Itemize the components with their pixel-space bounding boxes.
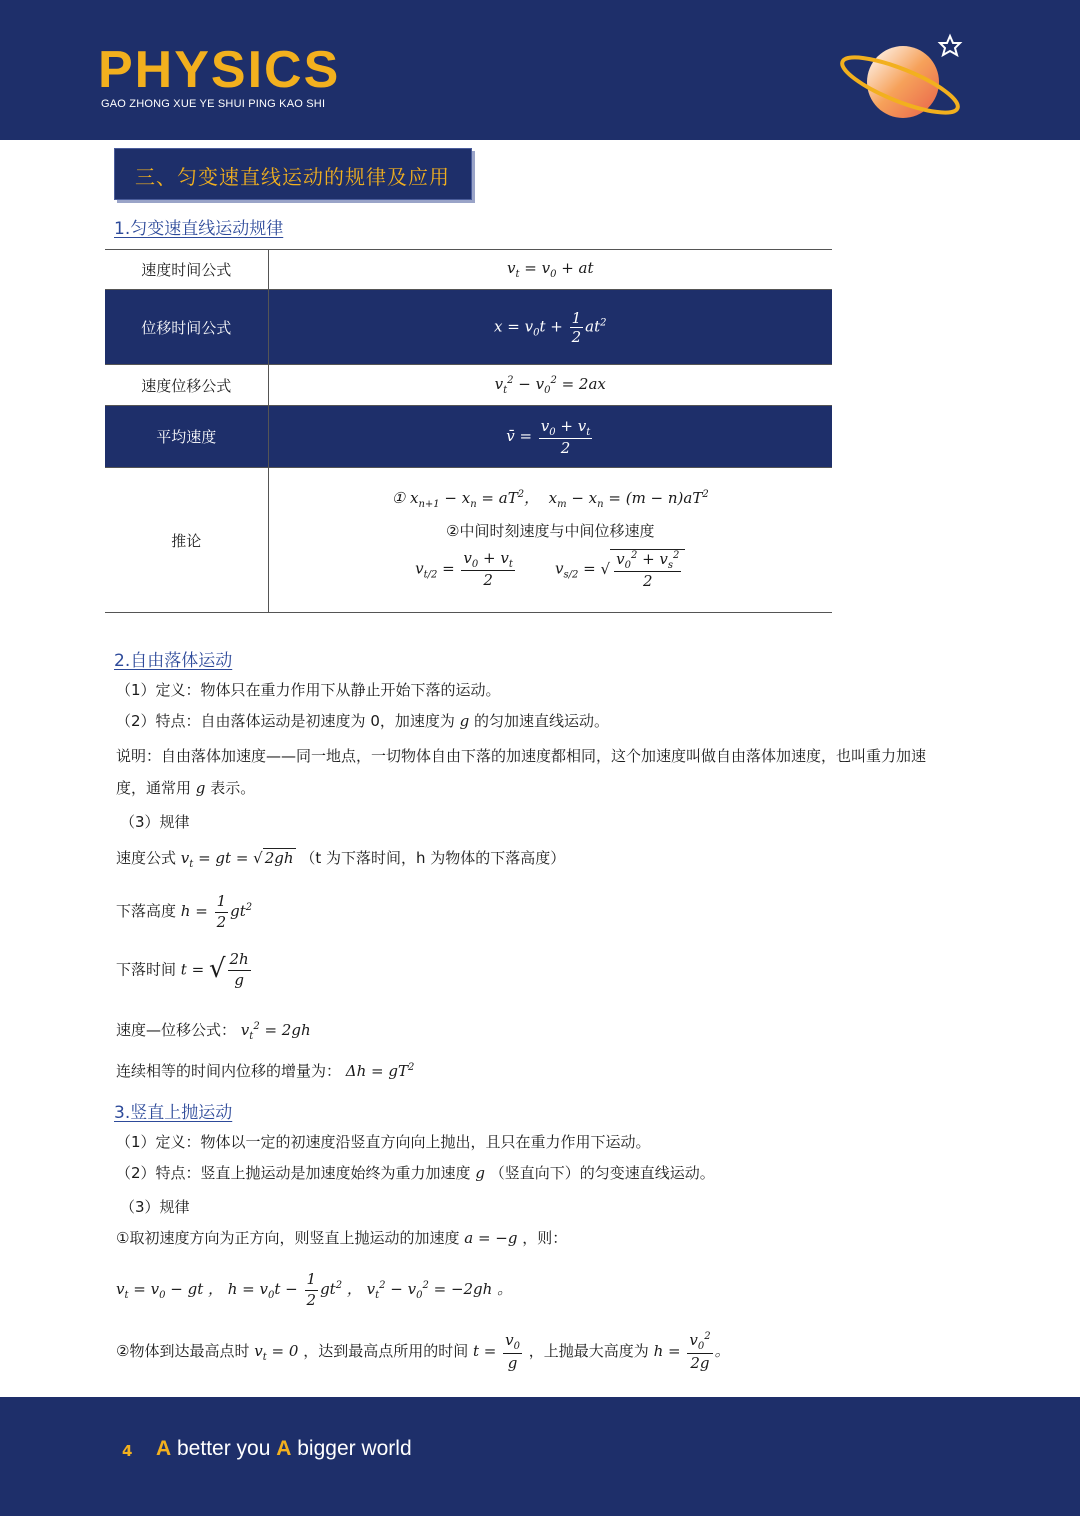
free-fall-height-formula: 下落高度 h = $\frac{1}{2}$ $gt^2$ xyxy=(116,892,253,931)
formula-label: 速度公式 xyxy=(116,848,177,867)
average-velocity-formula: v̄ = $\frac{v_0 + v_t}{2}$ xyxy=(268,406,832,468)
note-text-end: 表示。 xyxy=(210,779,256,797)
formula-label: 速度—位移公式： xyxy=(116,1021,237,1039)
slogan-a: A xyxy=(276,1437,292,1460)
table-row xyxy=(105,290,832,365)
vertical-throw-rule-2: ②物体到达最高点时 $v_t = 0$ ，达到最高点所用的时间 t = $\frac{v_0}{g}$ ，上抛最大高度为 h = $\frac{v_0^2}{2g}$ 。 xyxy=(116,1330,730,1372)
free-fall-definition: （1）定义：物体只在重力作用下从静止开始下落的运动。 xyxy=(116,681,501,699)
motion-rules-table xyxy=(105,249,832,613)
symbol-g: g xyxy=(475,1164,485,1182)
row-label: 速度时间公式 xyxy=(105,250,268,290)
heading-vertical-throw: 3.竖直上抛运动 xyxy=(114,1103,233,1123)
page-number: 4 xyxy=(122,1442,133,1460)
free-fall-feature-text-end: 的匀加速直线运动。 xyxy=(474,712,610,730)
section-title: 三、匀变速直线运动的规律及应用 xyxy=(135,165,450,189)
rule-text: ②物体到达最高点时 xyxy=(116,1341,250,1360)
page-footer xyxy=(0,1397,1080,1516)
row-label: 速度位移公式 xyxy=(105,365,268,406)
section-title-box xyxy=(114,148,472,200)
row-label: 推论 xyxy=(105,468,268,613)
free-fall-velocity-formula: 速度公式 $v_t$ = gt = √ 2gh （t 为下落时间，h 为物体的下落高度） xyxy=(116,848,566,870)
velocity-time-formula: $v_t = v_0$ + at xyxy=(268,250,832,290)
free-fall-time-formula: 下落时间 t = √ $\frac{2h}{g}$ xyxy=(116,950,249,989)
formula-label: 下落时间 xyxy=(116,960,177,979)
vertical-throw-definition: （1）定义：物体以一定的初速度沿竖直方向向上抛出，且只在重力作用下运动。 xyxy=(116,1133,651,1151)
logo-title: PHYSICS xyxy=(98,41,341,99)
formula-label: 下落高度 xyxy=(116,902,177,920)
corollary-line-1: ① $x_{n+1} - x_n = aT^2$， $x_m - x_n = (m - n)aT^2$ xyxy=(391,488,709,510)
row-label: 平均速度 xyxy=(105,406,268,468)
slogan-a: A xyxy=(156,1437,172,1460)
row-label: 位移时间公式 xyxy=(105,290,268,365)
rule-text: ①取初速度方向为正方向，则竖直上抛运动的加速度 xyxy=(116,1229,460,1247)
velocity-displacement-formula: $v_t^2 - v_0^2 = 2ax$ xyxy=(268,365,832,406)
formula-label: 连续相等的时间内位移的增量为： xyxy=(116,1062,342,1080)
page-header xyxy=(0,0,1080,140)
heading-uniform-motion-rules: 1.匀变速直线运动规律 xyxy=(114,219,284,239)
vertical-throw-rule-1: ①取初速度方向为正方向，则竖直上抛运动的加速度 a = −g ，则： xyxy=(116,1229,568,1247)
symbol-g: g xyxy=(459,712,470,730)
table-row xyxy=(105,365,832,406)
free-fall-note-line1: 说明：自由落体加速度——同一地点，一切物体自由下落的加速度都相同，这个加速度叫做自由落体加速度，也叫重力加速 xyxy=(116,747,927,765)
logo-subtitle: GAO ZHONG XUE YE SHUI PING KAO SHI xyxy=(101,98,326,110)
free-fall-increment-formula: 连续相等的时间内位移的增量为： $\Delta h = gT^2$ xyxy=(116,1062,415,1080)
corollary-formulas xyxy=(268,468,832,613)
feature-text: （2）特点：竖直上抛运动是加速度始终为重力加速度 xyxy=(116,1164,471,1182)
corollary-line-2: ②中间时刻速度与中间位移速度 xyxy=(446,521,655,540)
vertical-throw-feature xyxy=(116,1164,715,1184)
table-row xyxy=(105,468,832,613)
rule-text-end: ，上抛最大高度为 xyxy=(528,1341,649,1360)
rule-text-mid: ，达到最高点所用的时间 xyxy=(303,1341,469,1360)
formula-note: （t 为下落时间，h 为物体的下落高度） xyxy=(300,848,566,867)
symbol-g: g xyxy=(195,779,206,797)
rule-text-end: ，则： xyxy=(522,1229,568,1247)
table-row xyxy=(105,250,832,290)
free-fall-vel-disp-formula: 速度—位移公式： $v_t^2 = 2gh$ xyxy=(116,1021,311,1042)
note-text: 度，通常用 xyxy=(116,779,192,797)
vertical-throw-rules-label: （3）规律 xyxy=(120,1198,190,1216)
vertical-throw-formulas: $v_t = v_0$ − gt ， $h = v_0t$ − $\frac{1}{2}$ $gt^2$ ， $v_t^2 - v_0^2 = -2gh$ 。 xyxy=(116,1270,513,1309)
table-row xyxy=(105,406,832,468)
footer-slogan xyxy=(156,1437,412,1461)
planet-icon xyxy=(838,30,968,125)
slogan-text: bigger world xyxy=(291,1437,412,1460)
free-fall-note-line2 xyxy=(116,779,255,799)
feature-text-end: （竖直向下）的匀变速直线运动。 xyxy=(489,1164,715,1182)
free-fall-feature xyxy=(116,712,609,732)
displacement-time-formula: $x = v_0t$ + $\frac{1}{2}$ $at^2$ xyxy=(268,290,832,365)
corollary-line-3: $v_{t/2}$ = $\frac{v_0 + v_t}{2}$ $v_{s/2}$ = √ $\frac{v_0^2 + v_s^2}{2}$ xyxy=(269,549,833,590)
heading-free-fall: 2.自由落体运动 xyxy=(114,651,233,671)
free-fall-feature-text: （2）特点：自由落体运动是初速度为 0，加速度为 xyxy=(116,712,455,730)
free-fall-rules-label: （3）规律 xyxy=(120,813,190,831)
slogan-text: better you xyxy=(171,1437,277,1460)
